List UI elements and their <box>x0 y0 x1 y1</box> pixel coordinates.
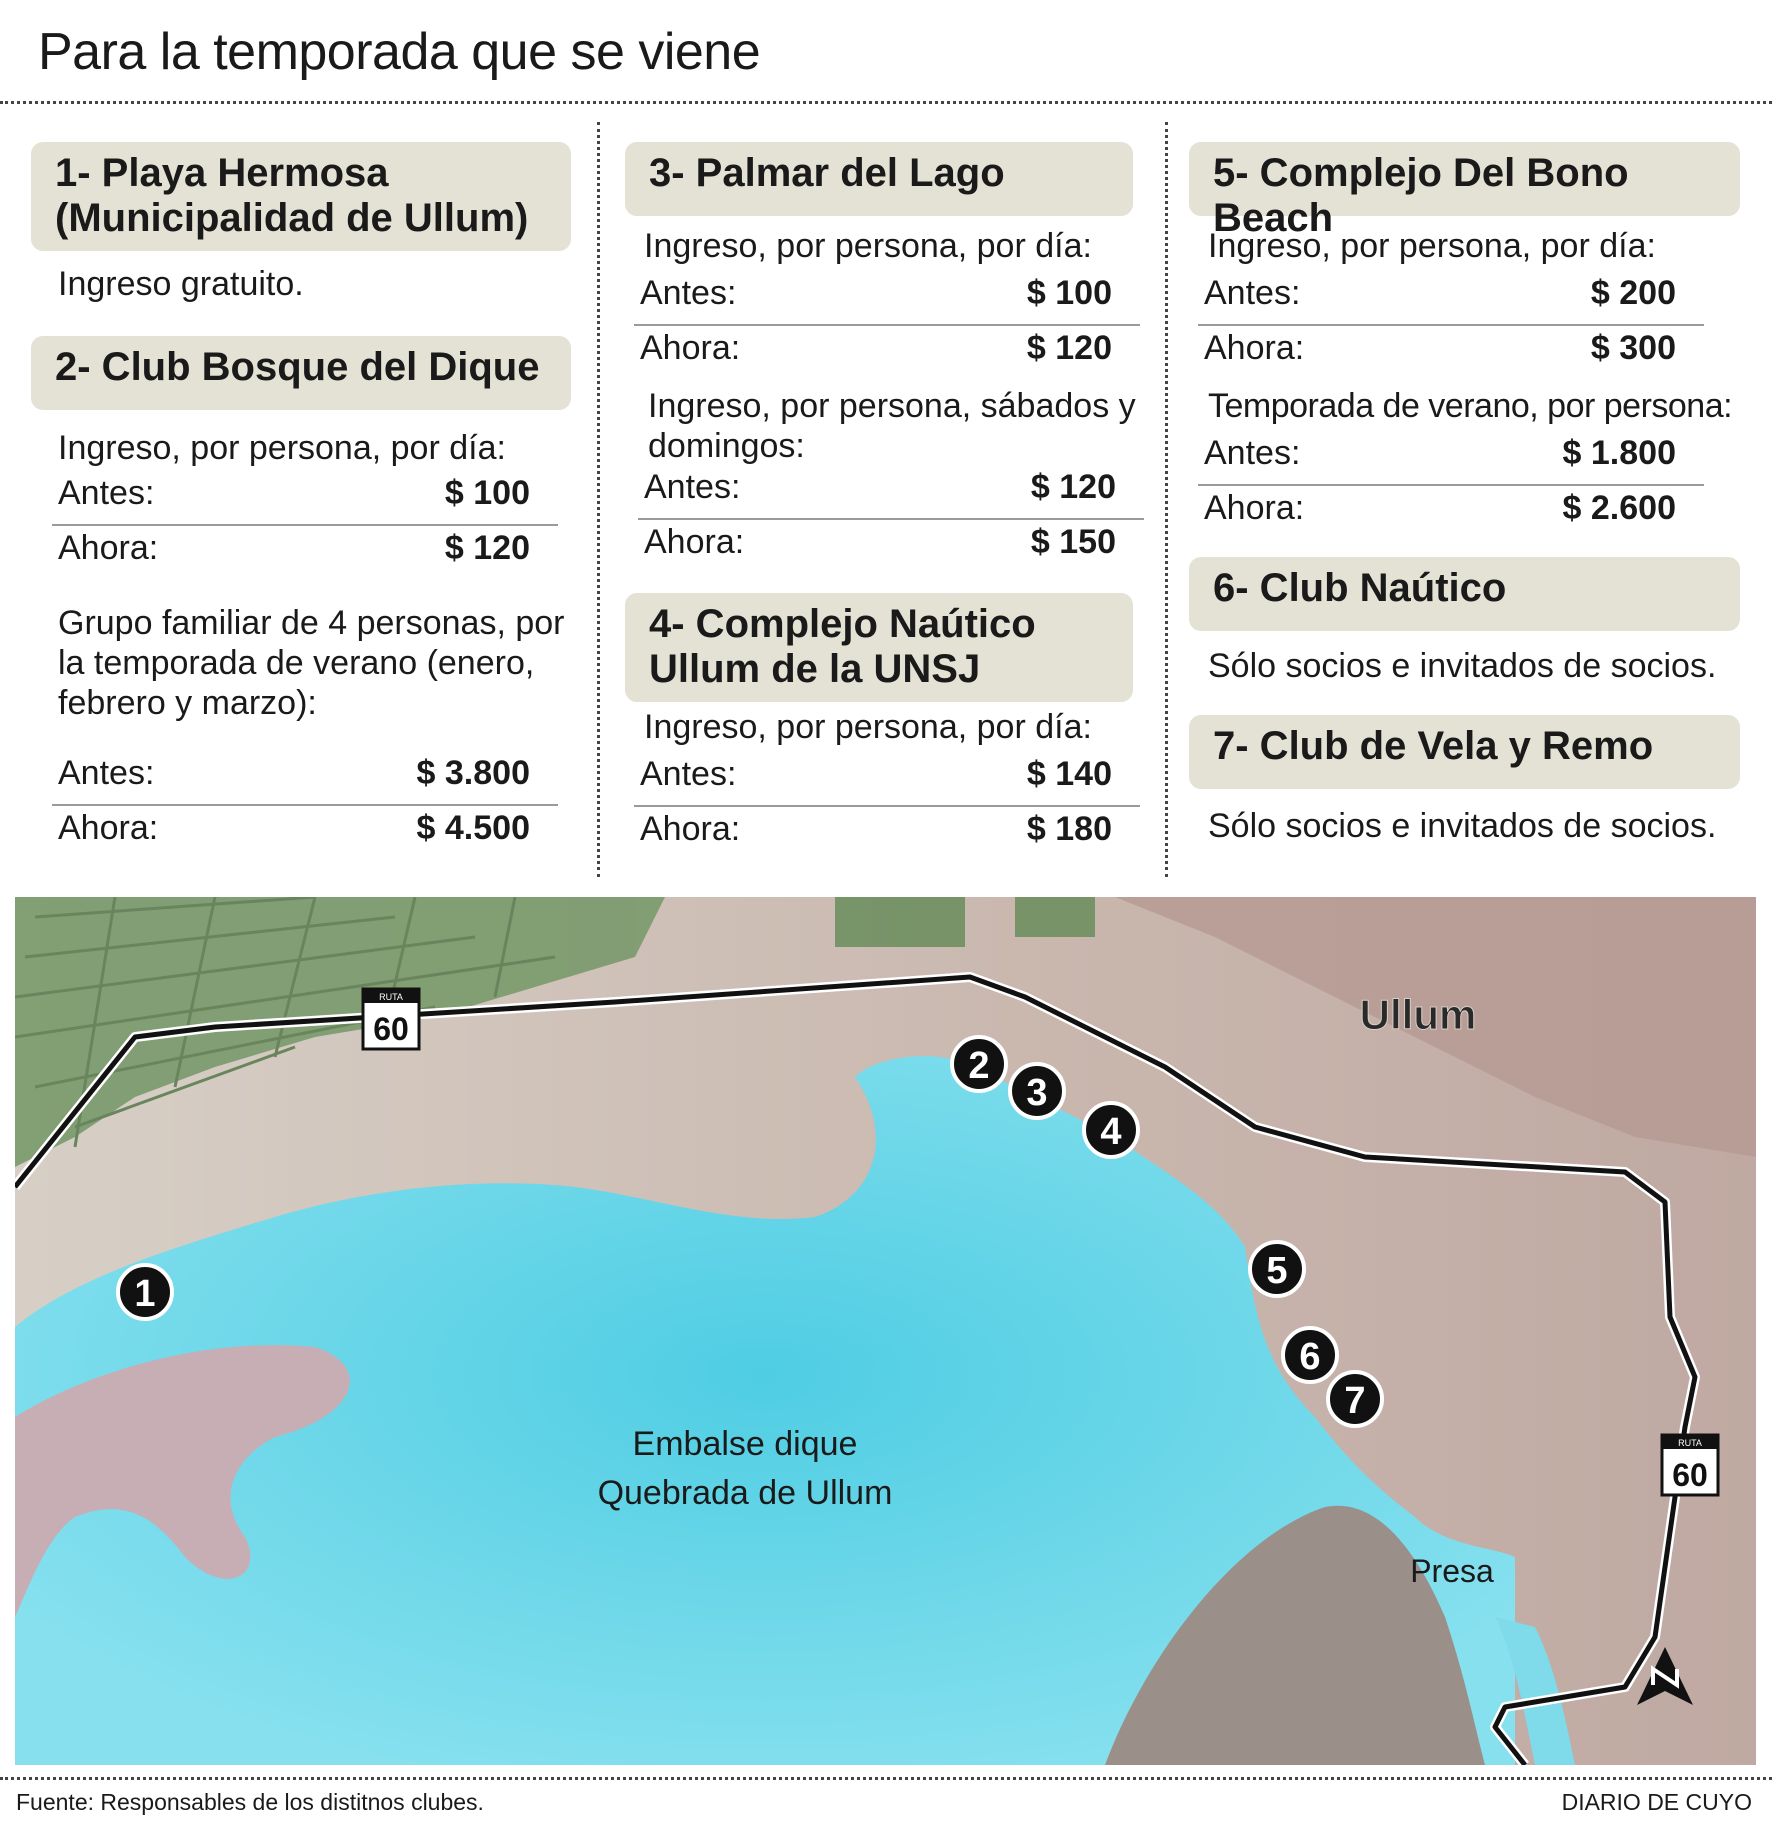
row-value: $ 140 <box>1026 755 1112 793</box>
footer-divider <box>0 1777 1772 1780</box>
marker-4-label: 4 <box>1100 1111 1122 1153</box>
publisher-credit: DIARIO DE CUYO <box>1561 1789 1752 1815</box>
marker-5 <box>1250 1242 1304 1296</box>
lake-label-line1: Embalse dique <box>632 1425 858 1463</box>
row-value: $ 180 <box>1026 810 1112 848</box>
row-value: $ 120 <box>1026 329 1112 367</box>
row-value: $ 300 <box>1590 329 1676 367</box>
club-3-row2-before <box>638 464 1144 520</box>
club-3-row2-after <box>638 519 1144 573</box>
marker-1-label: 1 <box>134 1273 156 1315</box>
club-3-row-before <box>634 270 1140 326</box>
route-sign-north-top: RUTA <box>379 992 403 1002</box>
row-label: Ahora: <box>1204 489 1305 527</box>
row-value: $ 4.500 <box>416 809 530 847</box>
lake-label-line2: Quebrada de Ullum <box>597 1474 893 1512</box>
club-2-row-before <box>52 470 558 526</box>
marker-5-label: 5 <box>1266 1250 1288 1292</box>
row-label: Antes: <box>644 468 741 506</box>
row-label: Antes: <box>58 754 155 792</box>
route-sign-east <box>1662 1435 1718 1495</box>
row-label: Ahora: <box>1204 329 1305 367</box>
dam-label: Presa <box>1410 1553 1494 1589</box>
row-value: $ 1.800 <box>1562 434 1676 472</box>
title-divider <box>0 101 1772 104</box>
club-3-price-label-2: Ingreso, por persona, sábados y domingos: <box>648 387 1136 465</box>
source-note: Fuente: Responsables de los distitnos clubes. <box>16 1789 484 1815</box>
marker-4 <box>1084 1103 1138 1157</box>
row-value: $ 2.600 <box>1562 489 1676 527</box>
row-value: $ 120 <box>444 529 530 567</box>
club-5-header: 5- Complejo Del Bono Beach <box>1189 142 1740 216</box>
marker-7 <box>1328 1372 1382 1426</box>
club-4-header: 4- Complejo Naútico Ullum de la UNSJ <box>625 593 1133 702</box>
route-sign-east-number: 60 <box>1672 1457 1708 1493</box>
club-5-row2-after <box>1198 485 1704 539</box>
club-5-price-label: Ingreso, por persona, por día: <box>1208 227 1656 265</box>
marker-7-label: 7 <box>1344 1380 1366 1422</box>
club-1-header: 1- Playa Hermosa (Municipalidad de Ullum) <box>31 142 571 251</box>
club-7-header: 7- Club de Vela y Remo <box>1189 715 1740 789</box>
club-5-row-before <box>1198 270 1704 326</box>
row-label: Antes: <box>1204 274 1301 312</box>
row-label: Ahora: <box>644 523 745 561</box>
club-3-row-after <box>634 325 1140 379</box>
club-2-price-label-2: Grupo familiar de 4 personas, por la temporada de verano (enero, febrero y marzo): <box>58 604 565 722</box>
club-4-price-label: Ingreso, por persona, por día: <box>644 708 1092 746</box>
row-label: Antes: <box>640 274 737 312</box>
marker-3-label: 3 <box>1026 1072 1048 1114</box>
row-label: Ahora: <box>58 809 159 847</box>
row-value: $ 150 <box>1030 523 1116 561</box>
column-divider-2 <box>1165 122 1168 877</box>
reservoir-map <box>15 897 1756 1765</box>
club-3-header: 3- Palmar del Lago <box>625 142 1133 216</box>
club-2-price-label: Ingreso, por persona, por día: <box>58 429 506 467</box>
club-4-row-after <box>634 806 1140 860</box>
route-sign-east-top: RUTA <box>1678 1438 1702 1448</box>
row-label: Ahora: <box>58 529 159 567</box>
town-label: Ullum <box>1359 991 1477 1038</box>
page-title: Para la temporada que se viene <box>38 23 761 81</box>
marker-2-label: 2 <box>968 1045 990 1087</box>
marker-1 <box>118 1265 172 1319</box>
club-3-price-label: Ingreso, por persona, por día: <box>644 227 1092 265</box>
row-label: Ahora: <box>640 329 741 367</box>
row-value: $ 3.800 <box>416 754 530 792</box>
row-label: Antes: <box>58 474 155 512</box>
row-label: Antes: <box>640 755 737 793</box>
row-value: $ 200 <box>1590 274 1676 312</box>
club-2-row2-before <box>52 750 558 806</box>
marker-6 <box>1283 1328 1337 1382</box>
row-label: Ahora: <box>640 810 741 848</box>
row-label: Antes: <box>1204 434 1301 472</box>
club-1-note: Ingreso gratuito. <box>58 265 304 303</box>
row-value: $ 120 <box>1030 468 1116 506</box>
club-4-row-before <box>634 751 1140 807</box>
route-sign-north-number: 60 <box>373 1011 409 1047</box>
row-value: $ 100 <box>444 474 530 512</box>
row-value: $ 100 <box>1026 274 1112 312</box>
marker-2 <box>952 1037 1006 1091</box>
club-2-header: 2- Club Bosque del Dique <box>31 336 571 410</box>
marker-3 <box>1010 1064 1064 1118</box>
club-2-row-after <box>52 525 558 579</box>
club-5-row-after <box>1198 325 1704 379</box>
club-6-note: Sólo socios e invitados de socios. <box>1208 647 1717 685</box>
column-divider-1 <box>597 122 600 877</box>
marker-6-label: 6 <box>1299 1336 1321 1378</box>
club-5-row2-before <box>1198 430 1704 486</box>
route-sign-north <box>363 989 419 1049</box>
club-7-note: Sólo socios e invitados de socios. <box>1208 807 1717 845</box>
club-5-price-label-2: Temporada de verano, por persona: <box>1208 387 1733 425</box>
club-2-row2-after <box>52 805 558 859</box>
club-6-header: 6- Club Naútico <box>1189 557 1740 631</box>
